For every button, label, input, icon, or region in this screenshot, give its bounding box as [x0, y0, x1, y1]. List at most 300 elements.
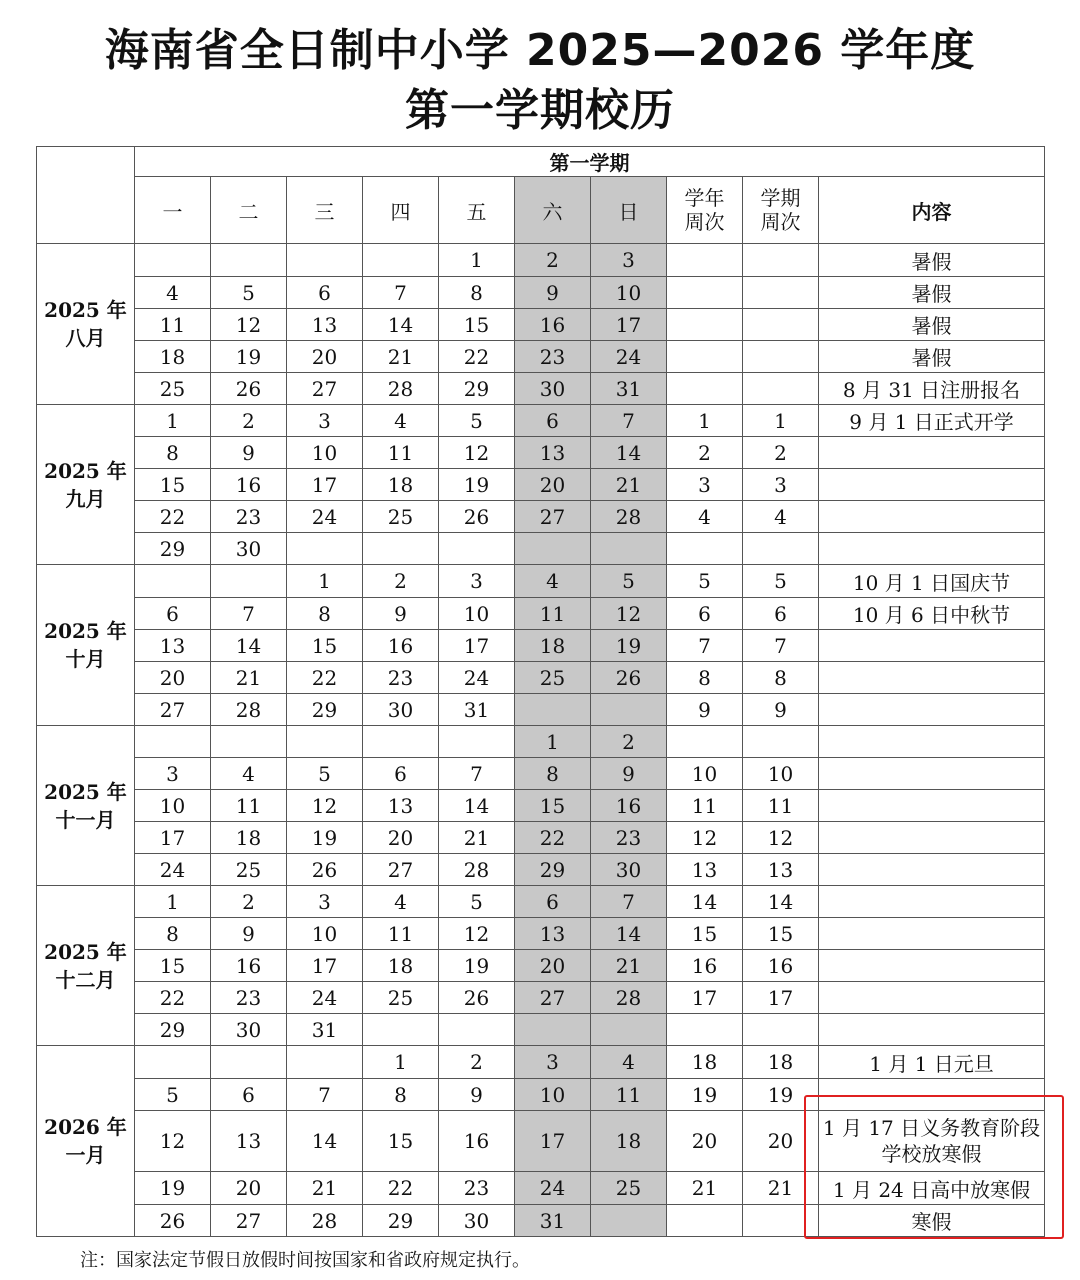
day-cell: 30 — [591, 854, 667, 886]
event-note-cell: 暑假 — [819, 309, 1045, 341]
day-cell — [211, 244, 287, 277]
day-cell: 15 — [135, 950, 211, 982]
term-week-cell: 11 — [743, 790, 819, 822]
day-cell — [135, 244, 211, 277]
day-cell: 2 — [439, 1046, 515, 1079]
day-cell: 5 — [439, 405, 515, 437]
day-cell: 28 — [211, 694, 287, 726]
term-week-cell: 10 — [743, 758, 819, 790]
calendar-week-row — [37, 982, 1045, 1014]
day-cell: 5 — [211, 277, 287, 309]
calendar-week-row — [37, 309, 1045, 341]
year-week-cell: 16 — [667, 950, 743, 982]
year-week-cell: 2 — [667, 437, 743, 469]
term-week-cell: 1 — [743, 405, 819, 437]
weekday-header: 日 — [591, 177, 667, 244]
day-cell: 26 — [287, 854, 363, 886]
month-label: 2025 年 十月 — [37, 565, 135, 726]
event-note-cell — [819, 918, 1045, 950]
day-cell: 18 — [363, 950, 439, 982]
day-cell: 6 — [363, 758, 439, 790]
day-cell: 11 — [363, 437, 439, 469]
day-cell: 18 — [515, 630, 591, 662]
term-week-cell — [743, 726, 819, 758]
day-cell: 7 — [363, 277, 439, 309]
day-cell: 26 — [135, 1205, 211, 1237]
calendar-week-row — [37, 533, 1045, 565]
day-cell: 26 — [439, 501, 515, 533]
day-cell: 24 — [515, 1172, 591, 1205]
term-week-cell: 12 — [743, 822, 819, 854]
term-week-cell: 18 — [743, 1046, 819, 1079]
calendar-week-row — [37, 277, 1045, 309]
document-title-line2: 第一学期校历 — [405, 85, 675, 136]
day-cell: 5 — [135, 1079, 211, 1111]
event-note-cell — [819, 982, 1045, 1014]
day-cell: 27 — [135, 694, 211, 726]
calendar-week-row — [37, 822, 1045, 854]
day-cell: 26 — [591, 662, 667, 694]
calendar-week-row — [37, 790, 1045, 822]
calendar-week-row — [37, 244, 1045, 277]
day-cell — [515, 1014, 591, 1046]
event-note-cell — [819, 694, 1045, 726]
day-cell — [363, 1014, 439, 1046]
day-cell: 31 — [287, 1014, 363, 1046]
day-cell: 24 — [591, 341, 667, 373]
day-cell: 7 — [287, 1079, 363, 1111]
day-cell: 13 — [287, 309, 363, 341]
term-week-cell: 6 — [743, 598, 819, 630]
term-week-header: 学期 周次 — [743, 177, 819, 244]
day-cell: 16 — [363, 630, 439, 662]
day-cell: 17 — [515, 1111, 591, 1172]
day-cell: 28 — [591, 501, 667, 533]
year-week-cell: 8 — [667, 662, 743, 694]
day-cell — [363, 244, 439, 277]
day-cell: 30 — [211, 1014, 287, 1046]
day-cell: 27 — [515, 501, 591, 533]
event-note-cell: 1 月 17 日义务教育阶段 学校放寒假 — [819, 1111, 1045, 1172]
day-cell: 11 — [591, 1079, 667, 1111]
day-cell — [211, 726, 287, 758]
day-cell: 15 — [287, 630, 363, 662]
day-cell: 3 — [135, 758, 211, 790]
event-note-cell: 10 月 1 日国庆节 — [819, 565, 1045, 598]
day-cell — [591, 533, 667, 565]
year-week-cell: 9 — [667, 694, 743, 726]
year-week-cell: 19 — [667, 1079, 743, 1111]
day-cell: 13 — [515, 437, 591, 469]
year-week-cell: 4 — [667, 501, 743, 533]
day-cell: 29 — [515, 854, 591, 886]
year-week-cell: 3 — [667, 469, 743, 501]
day-cell: 18 — [211, 822, 287, 854]
term-week-cell: 15 — [743, 918, 819, 950]
day-cell: 9 — [211, 437, 287, 469]
day-cell: 28 — [363, 373, 439, 405]
day-cell: 4 — [591, 1046, 667, 1079]
weekday-header: 五 — [439, 177, 515, 244]
day-cell — [591, 1014, 667, 1046]
event-note-cell — [819, 1079, 1045, 1111]
day-cell: 7 — [439, 758, 515, 790]
calendar-week-row — [37, 1205, 1045, 1237]
day-cell: 4 — [211, 758, 287, 790]
year-week-cell — [667, 1205, 743, 1237]
day-cell: 23 — [591, 822, 667, 854]
year-week-cell — [667, 533, 743, 565]
day-cell: 3 — [515, 1046, 591, 1079]
day-cell: 27 — [287, 373, 363, 405]
year-week-cell: 12 — [667, 822, 743, 854]
day-cell: 13 — [135, 630, 211, 662]
calendar-week-row — [37, 918, 1045, 950]
day-cell: 25 — [363, 501, 439, 533]
day-cell: 17 — [439, 630, 515, 662]
term-week-cell: 14 — [743, 886, 819, 918]
day-cell: 15 — [363, 1111, 439, 1172]
day-cell: 13 — [363, 790, 439, 822]
day-cell — [591, 694, 667, 726]
day-cell: 4 — [515, 565, 591, 598]
day-cell: 19 — [287, 822, 363, 854]
day-cell: 8 — [287, 598, 363, 630]
year-week-cell: 6 — [667, 598, 743, 630]
term-week-cell: 5 — [743, 565, 819, 598]
year-week-cell: 15 — [667, 918, 743, 950]
calendar-week-row — [37, 437, 1045, 469]
term-week-cell: 13 — [743, 854, 819, 886]
day-cell: 25 — [135, 373, 211, 405]
day-cell: 4 — [363, 886, 439, 918]
day-cell: 27 — [363, 854, 439, 886]
day-cell: 18 — [591, 1111, 667, 1172]
event-note-cell — [819, 886, 1045, 918]
day-cell: 24 — [287, 982, 363, 1014]
event-note-cell — [819, 630, 1045, 662]
term-week-cell — [743, 1205, 819, 1237]
year-week-cell: 21 — [667, 1172, 743, 1205]
day-cell: 18 — [135, 341, 211, 373]
day-cell: 29 — [135, 533, 211, 565]
day-cell: 12 — [287, 790, 363, 822]
day-cell: 26 — [439, 982, 515, 1014]
day-cell: 11 — [211, 790, 287, 822]
day-cell: 16 — [515, 309, 591, 341]
day-cell: 4 — [363, 405, 439, 437]
day-cell: 23 — [211, 982, 287, 1014]
month-label: 2025 年 九月 — [37, 405, 135, 565]
month-label: 2026 年 一月 — [37, 1046, 135, 1237]
day-cell: 22 — [135, 501, 211, 533]
term-week-cell: 9 — [743, 694, 819, 726]
month-label: 2025 年 八月 — [37, 244, 135, 405]
day-cell: 11 — [515, 598, 591, 630]
day-cell: 8 — [135, 437, 211, 469]
day-cell: 15 — [439, 309, 515, 341]
event-note-cell — [819, 469, 1045, 501]
day-cell: 7 — [591, 886, 667, 918]
day-cell: 30 — [439, 1205, 515, 1237]
event-note-cell — [819, 726, 1045, 758]
year-week-header: 学年 周次 — [667, 177, 743, 244]
day-cell: 15 — [515, 790, 591, 822]
content-header: 内容 — [819, 177, 1045, 244]
day-cell: 20 — [515, 950, 591, 982]
day-cell: 27 — [515, 982, 591, 1014]
day-cell: 31 — [515, 1205, 591, 1237]
day-cell: 13 — [515, 918, 591, 950]
day-cell: 6 — [515, 886, 591, 918]
day-cell: 10 — [135, 790, 211, 822]
term-week-cell: 2 — [743, 437, 819, 469]
day-cell: 5 — [439, 886, 515, 918]
calendar-week-row — [37, 598, 1045, 630]
calendar-week-row — [37, 694, 1045, 726]
day-cell — [515, 533, 591, 565]
day-cell: 23 — [515, 341, 591, 373]
day-cell: 24 — [439, 662, 515, 694]
day-cell: 21 — [287, 1172, 363, 1205]
year-week-cell: 18 — [667, 1046, 743, 1079]
day-cell: 2 — [211, 405, 287, 437]
day-cell: 1 — [135, 405, 211, 437]
day-cell: 15 — [135, 469, 211, 501]
event-note-cell: 暑假 — [819, 341, 1045, 373]
day-cell — [363, 726, 439, 758]
event-note-cell: 8 月 31 日注册报名 — [819, 373, 1045, 405]
term-week-cell: 3 — [743, 469, 819, 501]
day-cell: 2 — [363, 565, 439, 598]
day-cell — [363, 533, 439, 565]
year-week-cell: 13 — [667, 854, 743, 886]
day-cell: 11 — [363, 918, 439, 950]
day-cell: 20 — [211, 1172, 287, 1205]
day-cell: 1 — [287, 565, 363, 598]
year-week-cell: 20 — [667, 1111, 743, 1172]
calendar-week-row — [37, 1079, 1045, 1111]
day-cell: 30 — [515, 373, 591, 405]
day-cell — [591, 1205, 667, 1237]
day-cell: 14 — [439, 790, 515, 822]
day-cell: 9 — [363, 598, 439, 630]
day-cell: 9 — [439, 1079, 515, 1111]
weekday-header: 六 — [515, 177, 591, 244]
day-cell: 24 — [287, 501, 363, 533]
day-cell: 10 — [591, 277, 667, 309]
day-cell: 22 — [363, 1172, 439, 1205]
day-cell: 23 — [211, 501, 287, 533]
term-week-cell: 20 — [743, 1111, 819, 1172]
year-week-cell: 10 — [667, 758, 743, 790]
day-cell: 29 — [135, 1014, 211, 1046]
term-week-cell: 17 — [743, 982, 819, 1014]
calendar-week-row — [37, 565, 1045, 598]
day-cell — [287, 244, 363, 277]
day-cell: 10 — [287, 918, 363, 950]
day-cell: 30 — [211, 533, 287, 565]
calendar-week-row — [37, 469, 1045, 501]
day-cell — [135, 565, 211, 598]
day-cell: 19 — [135, 1172, 211, 1205]
day-cell — [515, 694, 591, 726]
term-week-cell — [743, 244, 819, 277]
day-cell: 16 — [211, 950, 287, 982]
event-note-cell: 9 月 1 日正式开学 — [819, 405, 1045, 437]
calendar-week-row — [37, 854, 1045, 886]
day-cell: 9 — [591, 758, 667, 790]
term-week-cell — [743, 533, 819, 565]
day-cell: 16 — [211, 469, 287, 501]
day-cell: 19 — [211, 341, 287, 373]
day-cell: 27 — [211, 1205, 287, 1237]
day-cell: 9 — [515, 277, 591, 309]
day-cell: 29 — [287, 694, 363, 726]
day-cell: 2 — [515, 244, 591, 277]
day-cell — [287, 726, 363, 758]
term-week-cell — [743, 1014, 819, 1046]
day-cell: 13 — [211, 1111, 287, 1172]
calendar-week-row — [37, 630, 1045, 662]
weekday-header: 四 — [363, 177, 439, 244]
semester-header-row — [37, 147, 1045, 177]
day-cell: 20 — [287, 341, 363, 373]
day-cell: 28 — [287, 1205, 363, 1237]
day-cell: 18 — [363, 469, 439, 501]
day-cell: 7 — [211, 598, 287, 630]
day-cell: 21 — [439, 822, 515, 854]
calendar-week-row — [37, 662, 1045, 694]
day-cell: 10 — [287, 437, 363, 469]
term-week-cell: 19 — [743, 1079, 819, 1111]
day-cell: 3 — [439, 565, 515, 598]
calendar-week-row — [37, 726, 1045, 758]
day-cell: 25 — [591, 1172, 667, 1205]
day-cell: 16 — [591, 790, 667, 822]
calendar-week-row — [37, 1014, 1045, 1046]
event-note-cell: 暑假 — [819, 244, 1045, 277]
term-week-cell — [743, 309, 819, 341]
day-cell: 7 — [591, 405, 667, 437]
calendar-week-row — [37, 501, 1045, 533]
term-week-cell: 8 — [743, 662, 819, 694]
day-cell: 5 — [591, 565, 667, 598]
day-cell: 20 — [363, 822, 439, 854]
day-cell: 1 — [439, 244, 515, 277]
day-cell — [135, 726, 211, 758]
day-cell: 2 — [591, 726, 667, 758]
day-cell: 6 — [135, 598, 211, 630]
weekday-header: 三 — [287, 177, 363, 244]
year-week-cell: 11 — [667, 790, 743, 822]
calendar-week-row — [37, 341, 1045, 373]
day-cell: 3 — [591, 244, 667, 277]
year-week-cell — [667, 309, 743, 341]
event-note-cell — [819, 854, 1045, 886]
term-week-cell: 16 — [743, 950, 819, 982]
month-column-header-cell — [37, 147, 135, 244]
day-cell: 5 — [287, 758, 363, 790]
day-cell: 21 — [591, 950, 667, 982]
day-cell: 3 — [287, 886, 363, 918]
event-note-cell — [819, 790, 1045, 822]
day-cell: 1 — [363, 1046, 439, 1079]
day-cell: 25 — [211, 854, 287, 886]
day-cell: 14 — [287, 1111, 363, 1172]
calendar-week-row — [37, 1046, 1045, 1079]
day-cell — [439, 533, 515, 565]
calendar-week-row — [37, 373, 1045, 405]
day-cell: 8 — [135, 918, 211, 950]
day-cell: 25 — [515, 662, 591, 694]
day-cell — [211, 565, 287, 598]
day-cell: 1 — [515, 726, 591, 758]
term-week-cell: 7 — [743, 630, 819, 662]
year-week-cell: 14 — [667, 886, 743, 918]
day-cell: 14 — [211, 630, 287, 662]
event-note-cell — [819, 822, 1045, 854]
day-cell: 28 — [591, 982, 667, 1014]
weekday-header: 一 — [135, 177, 211, 244]
calendar-week-row — [37, 1172, 1045, 1205]
day-cell: 4 — [135, 277, 211, 309]
calendar-week-row — [37, 886, 1045, 918]
day-cell: 12 — [591, 598, 667, 630]
column-header-row — [37, 177, 1045, 244]
year-week-cell: 17 — [667, 982, 743, 1014]
day-cell: 19 — [591, 630, 667, 662]
day-cell: 12 — [439, 918, 515, 950]
day-cell: 10 — [515, 1079, 591, 1111]
day-cell: 9 — [211, 918, 287, 950]
day-cell: 25 — [363, 982, 439, 1014]
day-cell: 28 — [439, 854, 515, 886]
weekday-header: 二 — [211, 177, 287, 244]
day-cell: 21 — [211, 662, 287, 694]
day-cell: 6 — [287, 277, 363, 309]
day-cell: 6 — [211, 1079, 287, 1111]
day-cell: 19 — [439, 469, 515, 501]
day-cell: 1 — [135, 886, 211, 918]
day-cell: 31 — [591, 373, 667, 405]
day-cell: 19 — [439, 950, 515, 982]
day-cell: 14 — [591, 918, 667, 950]
day-cell: 11 — [135, 309, 211, 341]
day-cell: 17 — [287, 469, 363, 501]
day-cell: 17 — [287, 950, 363, 982]
semester-header: 第一学期 — [135, 147, 1045, 177]
day-cell: 8 — [515, 758, 591, 790]
day-cell: 22 — [135, 982, 211, 1014]
term-week-cell: 21 — [743, 1172, 819, 1205]
event-note-cell — [819, 533, 1045, 565]
day-cell: 16 — [439, 1111, 515, 1172]
document-title-line1: 海南省全日制中小学 2025—2026 学年度 — [104, 25, 976, 76]
calendar-week-row — [37, 758, 1045, 790]
day-cell: 23 — [439, 1172, 515, 1205]
year-week-cell — [667, 277, 743, 309]
footnote: 注：国家法定节假日放假时间按国家和省政府规定执行。 — [80, 1250, 530, 1271]
school-calendar-table — [36, 146, 1045, 1237]
day-cell — [287, 533, 363, 565]
day-cell: 17 — [591, 309, 667, 341]
day-cell: 14 — [363, 309, 439, 341]
day-cell: 23 — [363, 662, 439, 694]
day-cell: 24 — [135, 854, 211, 886]
day-cell: 20 — [135, 662, 211, 694]
event-note-cell — [819, 950, 1045, 982]
